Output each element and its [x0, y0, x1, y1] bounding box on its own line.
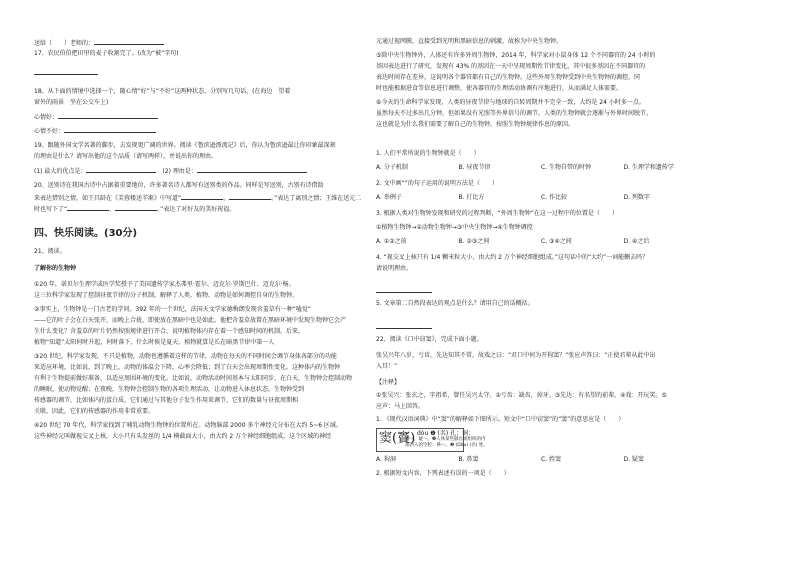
- question-1-options: [376, 164, 706, 172]
- question-16-line: 送给（ ）老师的：: [34, 38, 164, 48]
- answer-blank[interactable]: [197, 166, 307, 173]
- option-b[interactable]: B. ②③之间: [458, 238, 490, 245]
- paragraph-line: ①20 年，诺贝尔生理学或医学奖授予了美国遗传学家杰弗里·霍尔、迈克尔·罗斯巴什、迈克尔·杨。: [34, 281, 295, 288]
- paragraph-line: ②事实上，生物钟是一门古老的学问。392 年的一个世纪，法国天文学家德梅朗发现含羞草有一种“嗑觉”: [34, 306, 311, 313]
- option-a[interactable]: A. 狗洞: [376, 456, 396, 463]
- article-title: 了解你的生物钟: [34, 265, 77, 272]
- paragraph-line: ——它的叶子会在白天张开，而晚上合拢，即使放在黑暗中也是如此。他把含羞草放置在黑暗环境中发现生物钟它会产: [34, 317, 347, 324]
- question-22: 22、阅读《口中窃窦》，完成下面小题。: [376, 336, 483, 343]
- note-line: 应声：马上回答。: [376, 403, 425, 410]
- answer-blank[interactable]: [115, 204, 157, 211]
- question-3: 3. 根据人类对生物钟发现和研究的过程判断，“外周生物钟”在这一过程中的位置是（ ）: [376, 210, 618, 217]
- paragraph-line: 关联，因此，它们的传感器的作用非常重要。: [34, 408, 155, 415]
- paragraph-line: 这也就是为什么我们需要了解自己的生物钟，按照生物钟规律作息的原因。: [376, 121, 575, 128]
- question-4-line-2: 请说明理由。: [376, 265, 413, 272]
- option-c[interactable]: C. 作比较: [541, 194, 568, 201]
- question-19-answers: (1) 最大的优点是： (2) 理由是：: [34, 166, 307, 176]
- answer-blank[interactable]: [86, 166, 156, 173]
- note-line: ①张吴兴：张玄之，字祖希，曾任吴兴太守。②亏齿：缺齿，掉牙。③先达：有名望的前辈。④戏：开玩笑。⑤: [376, 392, 667, 399]
- question-2: 2. 文中画“”的句子运用的说明方法是（ ）: [376, 180, 498, 187]
- question-20-line-3: 时也写下了“ ， 。”表达了对好友的美好祝福。: [34, 206, 236, 213]
- question-20-line-2: 来表达惜别之情，如王昌龄在《芙蓉楼送辛渐》中写道“ ， 。”表达了离别之情；王维在送元二: [34, 195, 362, 202]
- question-3-chain: ①植物生物钟→②动物生物钟→③中央生物钟→④生物钟调控: [376, 224, 533, 231]
- option-c[interactable]: C. ③④之间: [541, 238, 572, 245]
- dictionary-entry-box: [376, 428, 488, 452]
- mood-bad-line: 心情不好：: [34, 126, 156, 136]
- question-20-line-1: 20、送别诗在我国古诗中占据着重要地位，许多著名诗人都写有送别类的作品。同样是写送别，古别有诗借助: [34, 182, 324, 189]
- paragraph-line: ⑤除中央生物钟外，人体还有许多外周生物钟，2014 年，科学家对小鼠身体 12 个不同器官的 24 小时的: [376, 52, 656, 59]
- option-a[interactable]: A. 举例子: [376, 194, 402, 201]
- classical-text-line: 张吴兴年八岁，亏齿，先达知其不常，故戏之曰：“君口中何为开狗窦？”张应声答曰：“正使君辈从此中出: [376, 352, 656, 359]
- question-4-line-1: 4. “视交叉上核只有 1/4 颗米粒大小，由大约 2 万个神经细胞组成。”这句话中的“大约”一词能删去吗？: [376, 254, 649, 261]
- option-b[interactable]: B. 打比方: [458, 194, 485, 201]
- paragraph-line: 基因表达进行了研究，发现有 43% 的基因在一天中呈现周期性节律变化，其中很多基因在不同器官的: [376, 63, 646, 70]
- paragraph-line: 表达时间存在差异，这说明各个器官都有自己的生物钟。这些外周生物钟受到中央生物钟的调控，同: [376, 74, 641, 81]
- answer-blank[interactable]: [34, 68, 98, 78]
- paragraph-line: 生什么变化？含羞草的叶片仍然按照规律进行开合，说明植物体内存在着一个感知时间的机制。后来，: [34, 328, 305, 335]
- option-d[interactable]: D. 疑窦: [623, 456, 644, 463]
- answer-blank[interactable]: [181, 193, 223, 200]
- answer-blank[interactable]: [94, 38, 164, 45]
- section-heading: 四、快乐阅读。(30分): [34, 228, 138, 239]
- option-d[interactable]: D. 列数字: [623, 194, 650, 201]
- notes-heading: 【注释】: [376, 379, 401, 386]
- classical-text-line: 入耳！”: [376, 363, 398, 370]
- option-c[interactable]: C. 生物自带的时钟: [541, 164, 592, 171]
- paragraph-line: ③20 世纪，科学家发现，不只是植物，动物也遵循着这样的节律，动物在每天的不同时间会调节身体各部分的功能: [34, 353, 337, 360]
- option-b[interactable]: B. 鼻窦: [458, 456, 479, 463]
- question-18-line-1: 18、从下面的情境中选择一个，随心情“好”与“不好”这两种状态，分别写几句话。(在海边 望着: [34, 88, 291, 95]
- paragraph-line: 这三位科学家发现了控制昼夜节律的分子机制，解释了人类、植物、动物是如何调控自身的生物钟。: [34, 292, 299, 299]
- paragraph-line: 这些神经元叫做视交叉上核，大小只有头发丝的 1/4 横截面大小，由大约 2 万个神经细胞组成。这个区域的神经: [34, 433, 332, 440]
- answer-blank[interactable]: [229, 193, 271, 200]
- paragraph-line: 来适应环境，比如说，到了晚上，动物的体温会下降，心率会降低；到了白天会出现周期性变化。这种体内的生物钟: [34, 364, 341, 371]
- option-a[interactable]: A. 分子机制: [376, 164, 408, 171]
- option-b[interactable]: B. 昼夜节律: [458, 164, 491, 171]
- paragraph-line: ⑥今天的生命科学家发现，人类的昼夜节律与地球的自转周期并不完全一致，大约是 24 小时多一点。: [376, 99, 645, 106]
- option-d[interactable]: D. ④之后: [623, 238, 650, 245]
- question-1: 1. 人们平常所说的生物钟就是（ ）: [376, 150, 480, 157]
- dictionary-definition-line: 狗～，疑～。❷人体某些器官或组织的内: [405, 437, 486, 442]
- dict-question-1-options: [376, 456, 706, 464]
- option-d[interactable]: D. 生理学和遗传学: [623, 164, 674, 171]
- paragraph-line: 时也能根据进食等信息进行调整，使各器官的生理活动协调有序地进行，从而满足人体需要。: [376, 85, 623, 92]
- dict-question-1: 1. 《现代汉语词典》中“窦”的解释如下图所示。短文中“口中窃窦”的“窦”的意思应是（ ）: [376, 416, 625, 423]
- paragraph-line: 植物“知道”太阳何时升起，何时落下，什么时候是夏天。植物就算是长在暗黑节律中第一人: [34, 339, 275, 346]
- question-18-line-2: 窗外的雨景 坐在公交车上): [34, 99, 109, 106]
- mood-good-line: 心情好：: [34, 112, 158, 122]
- paragraph-line: 的睡眠，使动物觉醒；在夜晚，生物钟会控制生物的各项生理活动，让动物进入休息状态。生物钟受到: [34, 386, 305, 393]
- question-19-line-1: 19、跟随外国文学名著的脚步，去发现更广阔的世界。阅读《鲁滨逊漂流记》后，你认为鲁滨逊最让你印象最深刻: [34, 142, 336, 149]
- answer-blank[interactable]: [376, 322, 432, 332]
- paragraph-line: 有利于生物提前做好准备，以适应周围环境的变化。比如说，动物活动时间基本与太阳同步，在白天，生物钟会控制动物: [34, 375, 353, 382]
- question-19-line-2: 的理由是什么？请写出他的这个品质（请写两样），并说出你的理由。: [34, 153, 218, 160]
- question-17: 17、农民伯伯把田里的麦子收割完了。(改为“被”字句): [34, 50, 179, 57]
- paragraph-line: ④20 世纪 70 年代，科学家找到了哺乳动物生物钟的位置所在。动物脑部 2000 多个神经元分布在大约 5~6 区域。: [34, 422, 342, 429]
- dictionary-definition-line: 部凹入的空腔：鼻～。❸ (Dòu) (名) 姓。: [405, 443, 488, 448]
- paragraph-line: 元通过视网膜，直接受到光明和黑暗信息的刺激，故称为中央生物钟。: [376, 38, 563, 45]
- option-c[interactable]: C. 姓窦: [541, 456, 562, 463]
- dictionary-pinyin: dòu ❶ (名) 孔；洞：: [417, 430, 475, 437]
- question-21: 21、阅读。: [34, 248, 66, 255]
- answer-blank[interactable]: [64, 126, 156, 133]
- answer-blank[interactable]: [58, 112, 158, 119]
- question-5: 5. 文章第二自然段表达的观点是什么？请用自己的话概括。: [376, 300, 534, 307]
- paragraph-line: 传感器的调节，比如体内的蛋白质，它们通过与其他分子发生作用来调节，它们的数量与昼夜周期相: [34, 397, 299, 404]
- dictionary-headword: 窦(竇): [379, 431, 416, 446]
- question-2-options: [376, 194, 706, 202]
- answer-blank[interactable]: [376, 286, 432, 296]
- dict-question-2: 2. 根据短文内容，下列表述有误的一项是（ ）: [376, 470, 510, 477]
- paragraph-line: 虽然每天不过多出几分钟，但如果没有光照等外界信号的调节，人类的生物钟就会逐渐与外界时间脱节，: [376, 110, 653, 117]
- answer-blank[interactable]: [67, 204, 109, 211]
- option-a[interactable]: A. ①②之前: [376, 238, 407, 245]
- question-3-options: [376, 238, 706, 246]
